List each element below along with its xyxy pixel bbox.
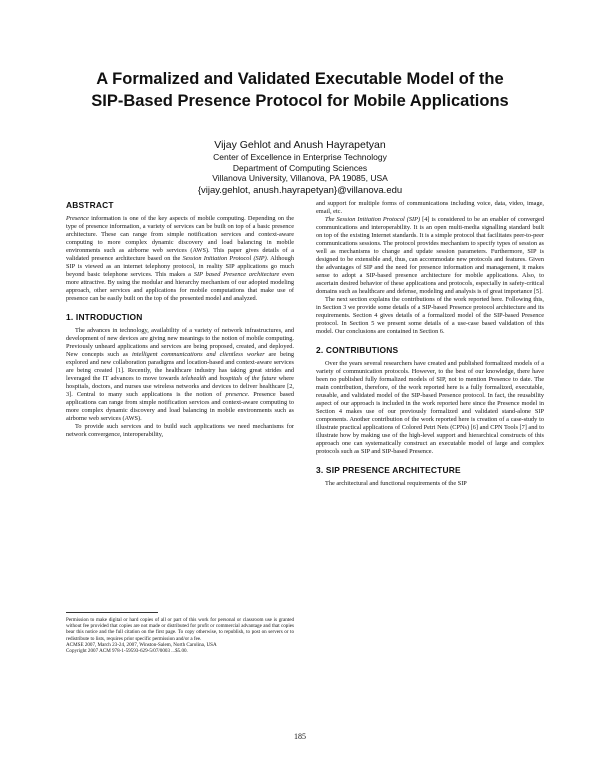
abstract-text-b: . Although SIP is viewed as an internet telephony protocol, in reality SIP applications go much beyond basic telephone services. This makes a [66, 255, 295, 278]
author-email: {vijay.gehlot, anush.hayrapetyan}@villanova.edu [197, 184, 403, 196]
intro-and: and [206, 375, 220, 382]
conference-line: ACMSE 2007, March 23-24, 2007, Winston-Salem, North Carolina, USA [66, 641, 217, 648]
introduction-heading: 1. INTRODUCTION [66, 312, 143, 322]
sip-presence-heading: 3. SIP PRESENCE ARCHITECTURE [316, 465, 461, 475]
right-column [316, 200, 544, 488]
right-paragraph-1: and support for multiple forms of communications including voice, data, video, image, email, etc. [316, 200, 544, 215]
intro-text-c: where hospitals, doctors, and nurses use wireless networks and devices to deliver healthcare [2, 3]. Central to many such applications is the notion of [66, 375, 294, 398]
page-number: 185 [294, 732, 306, 741]
intro-text-b: are being explored and new collaboration paradigms and location-based and context-aware services are being created [1]. Recently, the healthcare industry has taking great strides and leveraged the IT advances to move towards [66, 351, 294, 382]
abstract-text-c: even more attractive. By using the modular and hierarchy mechanism of our adopted modeling approach, other services and applications for mobile computations that make use of presence can be easily built on the top of the presented model and analyzed. [66, 271, 295, 302]
affiliation-line-3: Villanova University, Villanova, PA 19085, USA [212, 173, 388, 183]
paper-title [60, 68, 540, 112]
affiliation-line-1: Center of Excellence in Enterprise Technology [213, 152, 387, 162]
footnote-rule [66, 612, 158, 613]
right-paragraph-2 [316, 216, 544, 296]
right-paragraph-3: The next section explains the contributions of the work reported here. Following this, in Section 3 we provide some details of a SIP-based Presence protocol architecture and its requirements. Section 4 gives details of a formalized model of the SIP-based Presence protocol. In Section 5 we present some details of a use-case based validation of this model. Our conclusions are contained in Section 6. [316, 296, 544, 335]
author-names: Vijay Gehlot and Anush Hayrapetyan [214, 139, 386, 151]
copyright-line: Copyright 2007 ACM 978-1-59593-629-5/07/0003 ...$5.00. [66, 648, 188, 655]
introduction-paragraph-1 [66, 327, 294, 423]
intro-text-d: . Presence based applications can range from simple notification services and context-aware computing to more complex dynamic discovery and load balancing in mobile environments such as airborne web services (AWS). [66, 391, 295, 422]
intro-em-1: intelligent communications and clientless worker [131, 351, 265, 358]
sip-term: The Session Initiation Protocol (SIP) [325, 216, 421, 223]
right-paragraph-2-text: [4] is considered to be an enabler of converged communications and interoperability. It is an open multi-media signalling standard built on top of the existing Internet standards. It is a simple protocol that facilitates peer-to-peer communications sessions. The protocol provides mechanism to specify types of session as well as mechanisms to change and update session parameters. Furthermore, SIP is designed to be extensible and, thus, can accommodate new protocols and features. Given the advantages of SIP and the need for presence information and management, it makes sense to adopt a SIP-based presence architecture for mobile applications. Also, to ascertain desired behavior of these applications and protocols, especially in safety-critical domains such as healthcare and defense, modeling and analysis is of great importance [5]. [316, 216, 544, 295]
abstract-paragraph [66, 215, 294, 303]
contributions-paragraph: Over the years several researchers have created and published formalized models of a variety of communication protocols. However, to the best of our knowledge, there have been no published fully formalized models of SIP, not to mention Presence to date. The main contribution, therefore, of the work reported here is a fully formalized, executable, reusable, and validated model of the SIP-based Presence protocol. In fact, the reusability aspect of our approach is included in the work reported here since the Presence model in Section 4 makes use of our previously formalized and validated stand-alone SIP components. Another contribution of the work reported here is creation of a case-study to illustrate practical applications of Colored Petri Nets (CPNs) [6] and CPN Tools [7] and to illustrate how by making use of the high-level support and hierarchical constructs of this approach one can systematically construct an executable model of large and complex protocols such as SIP and SIP-based Presence. [316, 360, 544, 455]
intro-em-hospitals: hospitals of the future [219, 375, 277, 382]
left-column [66, 200, 294, 439]
introduction-paragraph-2: To provide such services and to build such applications we need mechanisms for network convergence, interoperability, [66, 423, 294, 438]
abstract-text-a: information is one of the key aspects of mobile computing. Depending on the type of presence information, a variety of services can be built on top of a basic presence architecture. These can range from simple notification services and context-aware computing to more complex dynamic discovery and load balancing in mobile environments such as airborne web services (AWS). This paper gives details of a validated presence architecture based on the [66, 215, 294, 262]
abstract-sip-based-term: SIP based Presence architecture [193, 271, 280, 278]
title-line-2: SIP-Based Presence Protocol for Mobile Applications [91, 92, 509, 110]
abstract-lead: Presence [66, 215, 89, 222]
title-line-1: A Formalized and Validated Executable Model of the [96, 70, 504, 88]
intro-text-a: The advances in technology, availability of a variety of network infrastructures, and development of new devices are giving new meanings to the notion of mobile computing. Previously unheard applications and services are being proposed, created, and deployed. New concepts such as [66, 327, 294, 358]
permission-notice [66, 617, 294, 654]
permission-text: Permission to make digital or hard copies of all or part of this work for personal or classroom use is granted without fee provided that copies are not made or distributed for profit or commercial advantage and that copies bear this notice and the full citation on the first page. To copy otherwise, to republish, to post on servers or to redistribute to lists, requires prior specific permission and/or a fee. [66, 617, 294, 642]
intro-em-telehealth: telehealth [181, 375, 207, 382]
abstract-sip-term: Session Initiation Protocol (SIP) [182, 255, 267, 262]
intro-em-presence: presence [225, 391, 248, 398]
sip-presence-paragraph: The architectural and functional requirements of the SIP [325, 480, 467, 487]
affiliation-line-2: Department of Computing Sciences [232, 162, 368, 173]
contributions-heading: 2. CONTRIBUTIONS [316, 345, 399, 355]
abstract-heading: ABSTRACT [66, 200, 114, 210]
author-block [100, 138, 500, 198]
